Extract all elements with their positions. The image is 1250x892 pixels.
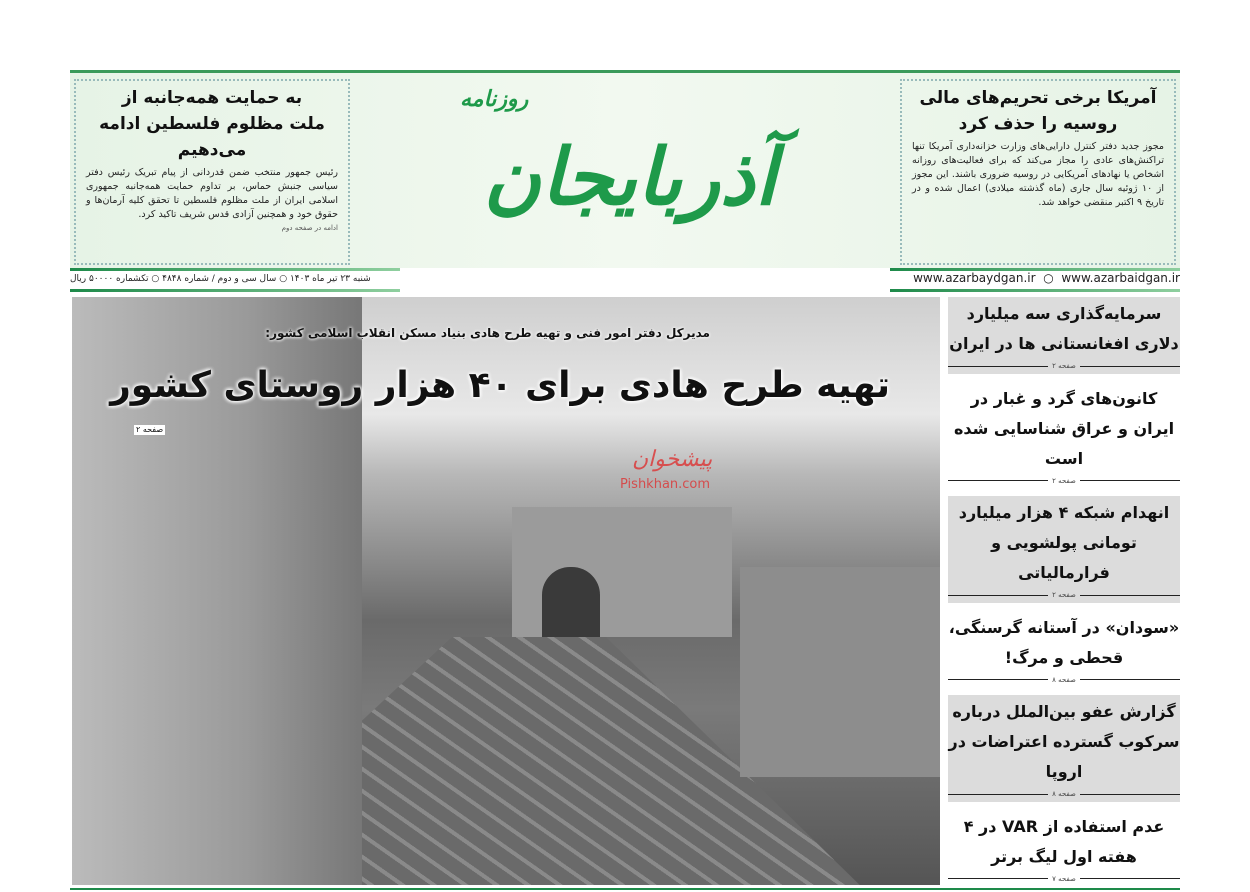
sidebar-headlines — [948, 297, 1180, 887]
lead-headline[interactable]: تهیه طرح هادی برای ۴۰ هزار روستای کشور — [110, 365, 890, 406]
divider — [70, 289, 400, 292]
sidebar-item-ref: صفحه ۲ — [948, 361, 1180, 371]
left-teaser-box[interactable] — [74, 79, 350, 265]
sidebar-item-ref: صفحه ۸ — [948, 675, 1180, 685]
lead-page-ref: صفحه ۲ — [136, 425, 164, 434]
sidebar-item-title: انهدام شبکه ۴ هزار میلیارد تومانی پولشویی و فرارمالیاتی — [958, 503, 1170, 583]
sidebar-item[interactable] — [948, 810, 1180, 887]
divider — [70, 268, 400, 271]
right-teaser-box[interactable] — [900, 79, 1176, 265]
sidebar-item[interactable] — [948, 496, 1180, 603]
newspaper-logo — [400, 73, 860, 263]
sidebar-item[interactable] — [948, 382, 1180, 489]
right-teaser-title-1: آمریکا برخی تحریم‌های مالی — [919, 88, 1157, 108]
sidebar-item-title: سرمایه‌گذاری سه میلیارد دلاری افغانستانی ها در ایران — [949, 304, 1179, 353]
lead-kicker: مدیرکل دفتر امور فنی و تهیه طرح هادی بنیاد مسکن انقلاب اسلامی کشور: — [265, 326, 710, 340]
lead-story-photo[interactable] — [72, 297, 940, 885]
newspaper-front-page — [70, 70, 1180, 890]
right-teaser-title-2: روسیه را حذف کرد — [958, 114, 1118, 134]
website-urls — [895, 271, 1180, 285]
sidebar-item-ref: صفحه ۲ — [948, 476, 1180, 486]
sidebar-item[interactable] — [948, 695, 1180, 802]
left-teaser-continued: ادامه در صفحه دوم — [281, 224, 338, 232]
sidebar-item-title: «سودان» در آستانه گرسنگی، قحطی و مرگ! — [948, 617, 1180, 667]
dateline: شنبه ۲۳ تیر ماه ۱۴۰۳ ○ سال سی و دوم / شماره ۴۸۴۸ ○ تکشماره ۵۰۰۰۰ ریال — [70, 274, 371, 284]
sidebar-item-title: عدم استفاده از VAR در ۴ هفته اول لیگ برتر — [963, 816, 1165, 866]
url-2[interactable]: www.azarbaidgan.ir — [1061, 271, 1180, 285]
url-1[interactable]: www.azarbaydgan.ir — [913, 271, 1036, 285]
sidebar-item[interactable] — [948, 611, 1180, 688]
right-teaser-body: مجوز جدید دفتر کنترل دارایی‌های وزارت خزانه‌داری آمریکا تنها تراکنش‌های عادی را مجاز می‌کند که برای فعالیت‌های روزانه اشخاص یا نهادهای آمریکایی در روسیه ضروری باشند. این مجوز از ۱۰ ژوئیه سال جاری (ماه گذشته میلادی) اعمال شده و در تاریخ ۹ اکتبر منقضی خواهد شد. — [912, 141, 1164, 208]
watermark-url: Pishkhan.com — [620, 477, 711, 492]
logo-main: آذربایجان — [483, 132, 777, 223]
sidebar-item-title: کانون‌های گرد و غبار در ایران و عراق شناسایی شده است — [953, 388, 1175, 468]
logo-small: روزنامه — [460, 87, 529, 112]
left-teaser-title-1: به حمایت همه‌جانبه از — [121, 88, 303, 108]
sidebar-item-ref: صفحه ۲ — [948, 590, 1180, 600]
masthead — [70, 73, 1180, 268]
sidebar-item-ref: صفحه ۷ — [948, 874, 1180, 884]
sidebar-item[interactable] — [948, 297, 1180, 374]
bottom-rule — [70, 888, 1180, 890]
sidebar-item-ref: صفحه ۸ — [948, 789, 1180, 799]
url-separator: ○ — [1043, 271, 1054, 285]
left-teaser-body: رئیس جمهور منتخب ضمن قدردانی از پیام تبریک رئیس دفتر سیاسی جنبش حماس، بر تداوم حمایت همه‌جانبه جمهوری اسلامی ایران از ملت مظلوم فلسطین تا تحقق کلیه آرمان‌ها و حقوق خود و همچنین آزادی قدس شریف تاکید کرد. — [86, 167, 338, 220]
left-teaser-title-2: ملت مظلوم فلسطین ادامه می‌دهیم — [99, 114, 325, 160]
divider — [890, 289, 1180, 292]
sidebar-item-title: گزارش عفو بین‌الملل درباره سرکوب گسترده اعتراضات در اروپا — [948, 702, 1180, 782]
arched-door — [542, 567, 600, 637]
stone-wall — [740, 567, 940, 777]
watermark: پیشخوان — [632, 447, 713, 472]
